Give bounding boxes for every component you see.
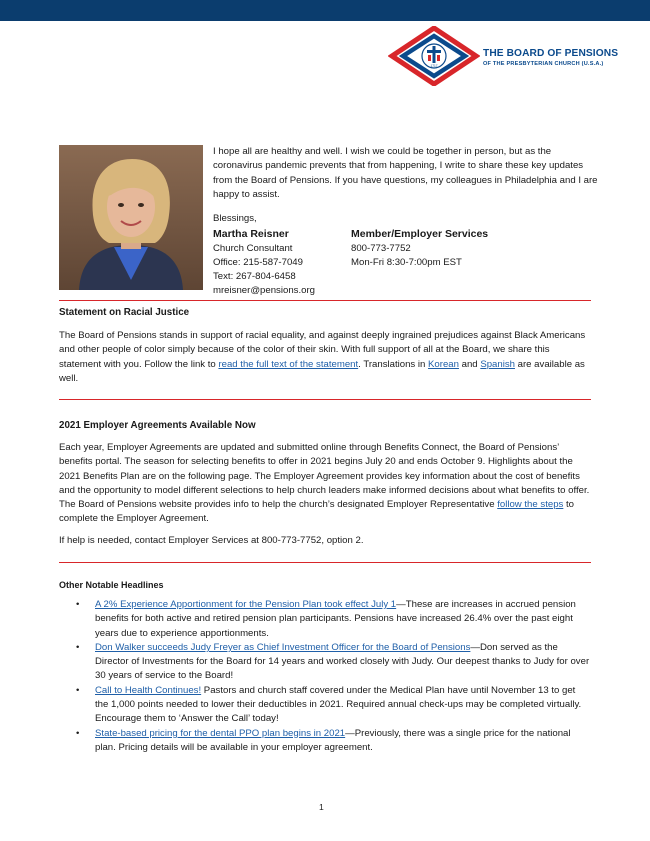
agreements-text: Each year, Employer Agreements are updated and submitted online through Benefits Connect, the Board of Pensions’ benefits portal. The season for selecting benefits to offer in 2021 begins July 20 and ends October 9. Highlights about the 2021 Benefits Plan are on the following page. The Employer Agreement provides key information about the cost of benefits and the opportunity to model different selections to help church leaders make informed decisions about what benefits to offer. The Board of Pensions website provides info to help the church’s designated Employer Representative [59, 442, 590, 511]
bullet-icon: • [76, 599, 80, 610]
services-contact [351, 228, 488, 270]
headline-link[interactable]: Don Walker succeeds Judy Freyer as Chief Investment Officer for the Board of Pensions [95, 641, 471, 653]
spanish-link[interactable]: Spanish [480, 358, 515, 370]
bullet-icon: • [76, 641, 80, 653]
racial-justice-paragraph [59, 329, 591, 386]
racial-justice-heading: Statement on Racial Justice [59, 307, 190, 318]
consultant-contact [213, 228, 315, 299]
consultant-title: Church Consultant [213, 242, 293, 254]
agreements-paragraph [59, 441, 591, 527]
consultant-name: Martha Reisner [213, 228, 289, 240]
services-phone: 800-773-7752 [351, 242, 411, 254]
follow-steps-link[interactable]: follow the steps [497, 499, 564, 511]
agreements-text: to complete the Employer Agreement. [59, 499, 575, 525]
statement-link[interactable]: read the full text of the statement [218, 358, 359, 370]
services-name: Member/Employer Services [351, 228, 489, 240]
headlines-list [59, 598, 591, 755]
bullet-icon: • [76, 684, 80, 696]
divider [59, 562, 591, 563]
consultant-email: mreisner@pensions.org [213, 285, 315, 297]
logo-title: THE BOARD OF PENSIONS [483, 48, 619, 59]
headlines-heading: Other Notable Headlines [59, 580, 164, 590]
logo-text [483, 48, 618, 68]
racial-justice-text: . Translations in [358, 358, 429, 370]
page-number: 1 [319, 802, 324, 812]
headline-link[interactable]: State-based pricing for the dental PPO plan begins in 2021 [95, 727, 346, 739]
list-item [59, 641, 591, 684]
headline-link[interactable]: Call to Health Continues! [95, 684, 202, 696]
intro-message [213, 145, 603, 202]
racial-justice-text: The Board of Pensions stands in support of racial equality, and against deeply ingrained prejudices against Black Americans and other people of color simply because of the color of their skin. With full support of all at the Board, we share this statement with you. Follow the link to [59, 330, 586, 370]
korean-link[interactable]: Korean [428, 358, 459, 370]
list-item [59, 727, 591, 756]
bullet-icon: • [76, 727, 80, 739]
board-of-pensions-logo [388, 26, 638, 86]
services-hours: Mon-Fri 8:30-7:00pm EST [351, 256, 462, 268]
consultant-text: Text: 267-804-6458 [213, 271, 296, 283]
headline-text: —Previously, there was a single price for the national plan. Pricing details will be available in your employer agreement. [95, 727, 571, 753]
logo-seal-icon [388, 26, 480, 86]
top-banner [0, 0, 650, 21]
agreements-help: If help is needed, contact Employer Services at 800-773-7752, option 2. [59, 535, 364, 546]
seal-year: 1717 [430, 64, 438, 68]
closing: Blessings, [213, 213, 257, 224]
headline-link[interactable]: A 2% Experience Apportionment for the Pension Plan took effect July 1 [95, 599, 397, 610]
racial-justice-text: and [458, 358, 481, 370]
list-item [59, 684, 591, 727]
consultant-office: Office: 215-587-7049 [213, 256, 303, 268]
agreements-heading: 2021 Employer Agreements Available Now [59, 420, 256, 431]
divider [59, 300, 591, 301]
headline-text: —These are increases in accrued pension benefits for both active and retired pension plan participants. Pensions have increased 26.4% over the past eight years due to experience apportionments. [95, 599, 576, 639]
portrait-photo [59, 145, 203, 290]
divider [59, 399, 591, 400]
headline-text: —Don served as the Director of Investments for the Board for 14 years and worked closely with Judy. Our deepest thanks to Judy for over 30 years of service to the Board! [95, 641, 590, 682]
headline-text: Pastors and church staff covered under the Medical Plan have until November 13 to get the 1,000 points needed to lower their deductibles in 2021. Required annual check-ups may be completed virtually. Encourage them to ‘Answer the Call’ today! [95, 684, 582, 725]
logo-subtitle: OF THE PRESBYTERIAN CHURCH (U.S.A.) [483, 61, 604, 67]
racial-justice-text: are available as well. [59, 358, 585, 384]
intro-paragraph: I hope all are healthy and well. I wish we could be together in person, but as the coronavirus pandemic prevents that from happening, I write to share these key updates from the Board of Pensions. If you have questions, my colleagues in Philadelphia and I are happy to assist. [213, 146, 598, 200]
list-item [59, 598, 591, 641]
